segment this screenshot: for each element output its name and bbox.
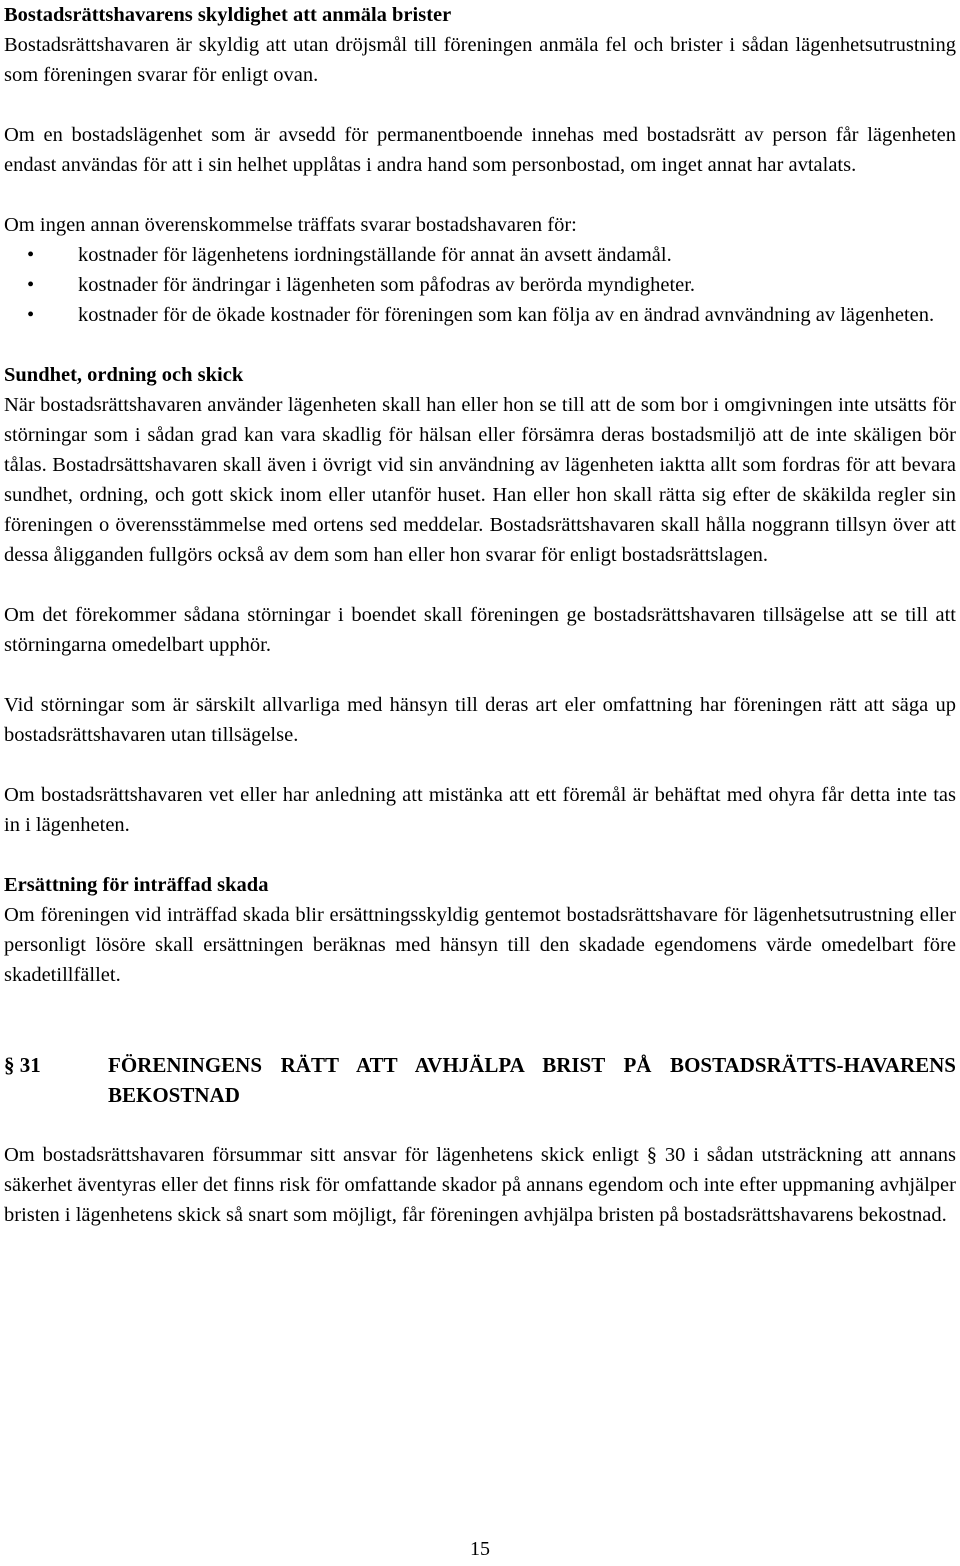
paragraph-permanent-residence: Om en bostadslägenhet som är avsedd för permanentboende innehas med bostadsrätt av person får lägenheten endast användas för att i sin helhet upplåtas i andra hand som personbostad, om inget annat har avtalats. [4, 124, 956, 176]
paragraph-report-obligation: Bostadsrättshavaren är skyldig att utan dröjsmål till föreningen anmäla fel och brister i sådan lägenhetsutrustning som föreningen svarar för enligt ovan. [4, 34, 956, 86]
list-item-text: kostnader för lägenhetens iordningställande för annat än avsett ändamål. [78, 244, 672, 266]
spacer [4, 1110, 956, 1140]
spacer [4, 750, 956, 780]
spacer [4, 180, 956, 210]
paragraph-disturbances: När bostadsrättshavaren använder lägenheten skall han eller hon se till att de som bor i omgivningen inte utsätts för störningar som i sådan grad kan vara skadlig för hälsan eller försämra deras bostadsmiljö att de inte skäligen bör tålas. Bostadrsättshavaren skall även i övrigt vid sin användning av lägenheten iaktta allt som fordras för att bevara sundhet, ordning, och gott skick inom eller utanför huset. Han eller hon skall rätta sig efter de skäkilda regler sin föreningen o överensstämmelse med ortens sed meddelar. Bostadsrättshavaren skall hålla noggrann tillsyn över att dessa åligganden fullgörs också av dem som han eller hon svarar för enligt bostadsrättslagen. [4, 394, 956, 566]
paragraph-pests: Om bostadsrättshavaren vet eller har anledning att mistänka att ett föremål är behäftat med ohyra får detta inte tas in i lägenheten. [4, 784, 956, 836]
section-title: FÖRENINGENS RÄTT ATT AVHJÄLPA BRIST PÅ BOSTADSRÄTTS-HAVARENS BEKOSTNAD [108, 1053, 956, 1107]
cost-bullet-list [4, 240, 956, 330]
section-heading-compensation: Ersättning för inträffad skada [4, 874, 269, 896]
list-item-text: kostnader för de ökade kostnader för föreningen som kan följa av en ändrad avnvändning av lägenheten. [78, 304, 935, 326]
bullet-icon: • [27, 244, 35, 266]
list-item [4, 240, 956, 270]
spacer [4, 990, 956, 1020]
spacer [4, 660, 956, 690]
paragraph-remedy-defect: Om bostadsrättshavaren försummar sitt ansvar för lägenhetens skick enligt § 30 i sådan utsträckning att annans säkerhet äventyras eller det finns risk för omfattande skador på annans egendom och inte efter uppmaning avhjälper bristen i lägenhetens skick så snart som möjligt, får föreningen avhjälpa bristen på bostadsrättshavarens bekostnad. [4, 1144, 956, 1226]
list-item [4, 300, 956, 330]
paragraph-serious-disturbances: Vid störningar som är särskilt allvarliga med hänsyn till deras art eler omfattning har föreningen rätt att säga up bostadsrättshavaren utan tillsägelse. [4, 694, 956, 746]
paragraph-notice: Om det förekommer sådana störningar i boendet skall föreningen ge bostadsrättshavaren tillsägelse att se till att störningarna omedelbart upphör. [4, 604, 956, 656]
spacer [4, 90, 956, 120]
section-heading-report-defects: Bostadsrättshavarens skyldighet att anmäla brister [4, 4, 452, 26]
paragraph-compensation: Om föreningen vid inträffad skada blir ersättningsskyldig gentemot bostadsrättshavare för lägenhetsutrustning eller personligt lösöre skall ersättningen beräknas med hänsyn till den skadade egendomens värde omedelbart före skadetillfället. [4, 904, 956, 986]
section-31-heading [4, 1050, 956, 1110]
section-number: § 31 [4, 1053, 41, 1077]
spacer [4, 570, 956, 600]
spacer [4, 1020, 956, 1050]
spacer [4, 840, 956, 870]
bullet-icon: • [27, 304, 35, 326]
spacer [4, 330, 956, 360]
document-page [4, 0, 956, 1230]
list-item-text: kostnader för ändringar i lägenheten som påfodras av berörda myndigheter. [78, 274, 696, 296]
paragraph-costs-intro: Om ingen annan överenskommelse träffats svarar bostadshavaren för: [4, 214, 577, 236]
bullet-icon: • [27, 274, 35, 296]
list-item [4, 270, 956, 300]
page-number: 15 [470, 1538, 490, 1560]
section-heading-health-order: Sundhet, ordning och skick [4, 364, 244, 386]
